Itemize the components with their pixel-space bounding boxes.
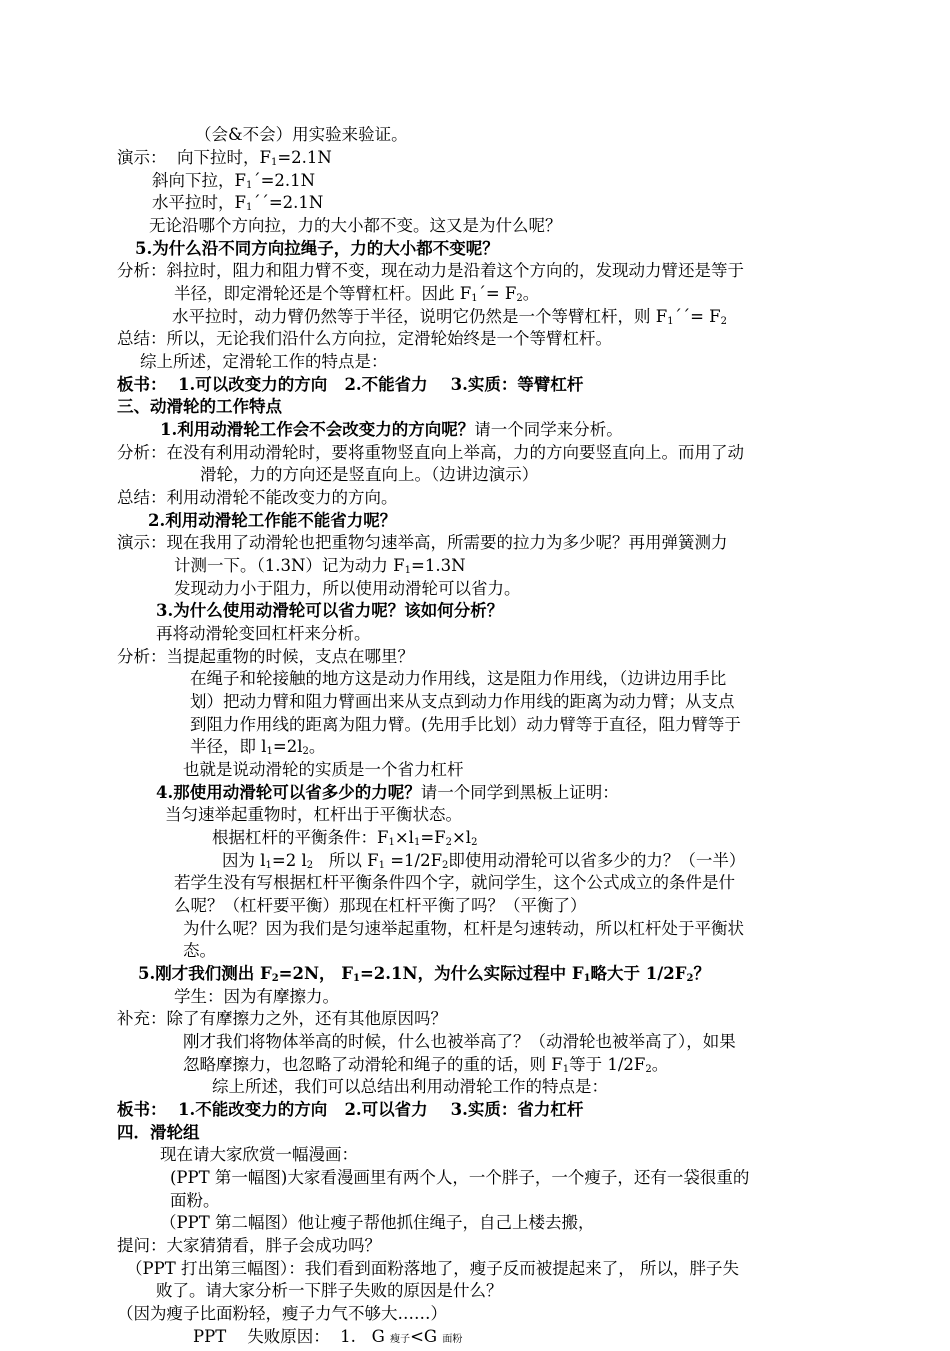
text-line: 面粉。 [170,1191,220,1210]
text-line: 水平拉时，$F_1ˊˊ=2.1N$ [152,193,324,213]
text-line: 补充：除了有摩擦力之外，还有其他原因吗？ [117,1009,447,1028]
board-summary: 板书： 1.不能改变力的方向 2.可以省力 3.实质：省力杠杆 [117,1100,584,1119]
text-line: 现在请大家欣赏一幅漫画： [160,1145,358,1164]
text-line: 划）把动力臂和阻力臂画出来从支点到动力作用线的距离为动力臂；从支点 [190,692,735,711]
text-line: 再将动滑轮变回杠杆来分析。 [156,624,371,643]
formula-line: 因为 $l_1=2$ $l_2$ 所以 $F_1 =1/2F_2$即使用动滑轮可以省多少的力？（一半） [222,851,746,871]
text-line: 水平拉时，动力臂仍然等于半径，说明它仍然是一个等臂杠杆，则 $F_1ˊˊ= F_2$ [172,307,727,327]
text-line: 半径，即定滑轮还是个等臂杠杆。因此 $F_1ˊ= F_2$。 [174,284,540,304]
text-line: （PPT 第二幅图）他让瘦子帮他抓住绳子，自己上楼去搬， [160,1213,595,1232]
formula-line: 根据杠杆的平衡条件：$F_1\times l_1=F_2\times l_2$ [212,828,478,848]
question-heading: 3.为什么使用动滑轮可以省力呢？该如何分析？ [156,601,504,620]
text-line: PPT 失败原因： 1. G 瘦子<G 面粉 [193,1327,463,1346]
text-line: 为什么呢？因为我们是匀速举起重物，杠杆是匀速转动，所以杠杆处于平衡状 [183,919,744,938]
text-line: 斜向下拉，$F_1ˊ=2.1N$ [152,171,316,191]
text-line: (PPT 第一幅图)大家看漫画里有两个人，一个胖子，一个瘦子，还有一袋很重的 [170,1168,750,1187]
section-heading: 三、动滑轮的工作特点 [117,397,282,416]
text-line: （PPT 打出第三幅图）：我们看到面粉落地了，瘦子反而被提起来了， 所以，胖子失 [126,1259,739,1278]
text-line: 滑轮，力的方向还是竖直向上。（边讲边演示） [200,465,539,484]
text-line: 也就是说动滑轮的实质是一个省力杠杆 [183,760,464,779]
text-line: 提问：大家猜猜看，胖子会成功吗？ [117,1236,381,1255]
text-line: 到阻力作用线的距离为阻力臂。(先用手比划）动力臂等于直径，阻力臂等于 [190,715,741,734]
text-line: （因为瘦子比面粉轻，瘦子力气不够大……） [117,1304,447,1323]
text-line: 综上所述，我们可以总结出利用动滑轮工作的特点是： [212,1077,608,1096]
question-heading: 2.利用动滑轮工作能不能省力呢？ [148,511,397,530]
board-summary: 板书： 1.可以改变力的方向 2.不能省力 3.实质：等臂杠杆 [117,375,584,394]
text-line: 4.那使用动滑轮可以省多少的力呢？请一个同学到黑板上证明： [156,783,619,802]
text-line: 发现动力小于阻力，所以使用动滑轮可以省力。 [174,579,521,598]
text-line: 分析：在没有利用动滑轮时，要将重物竖直向上举高，力的方向要竖直向上。而用了动 [117,443,744,462]
text-line: 态。 [183,941,216,960]
text-line: 在绳子和轮接触的地方这是动力作用线，这是阻力作用线，（边讲边用手比 [190,669,727,688]
text-line: （会&不会）用实验来验证。 [195,125,408,144]
text-line: 演示：现在我用了动滑轮也把重物匀速举高，所需要的拉力为多少呢？再用弹簧测力 [117,533,728,552]
text-line: 无论沿哪个方向拉，力的大小都不变。这又是为什么呢？ [149,216,562,235]
text-line: 学生：因为有摩擦力。 [174,987,339,1006]
text-line: 演示： 向下拉时，$F_1=2.1N$ [117,148,332,168]
text-line: 总结：利用动滑轮不能改变力的方向。 [117,488,398,507]
text-line: 总结：所以，无论我们沿什么方向拉，定滑轮始终是一个等臂杠杆。 [117,329,612,348]
text-line: 么呢？（杠杆要平衡）那现在杠杆平衡了吗？（平衡了） [174,896,587,915]
text-line: 计测一下。（1.3N）记为动力 $F_1=1.3N$ [174,556,466,576]
text-line: 分析：当提起重物的时候，支点在哪里？ [117,647,414,666]
text-line: 当匀速举起重物时，杠杆出于平衡状态。 [165,805,462,824]
text-line: 若学生没有写根据杠杆平衡条件四个字，就问学生，这个公式成立的条件是什 [174,873,735,892]
text-line: 1.利用动滑轮工作会不会改变力的方向呢？请一个同学来分析。 [160,420,623,439]
text-line: 败了。请大家分析一下胖子失败的原因是什么？ [156,1281,503,1300]
text-line: 刚才我们将物体举高的时候，什么也被举高了？（动滑轮也被举高了），如果 [183,1032,736,1051]
text-line: 半径，即 $l_1=2l_2$。 [190,737,326,757]
text-line: 综上所述，定滑轮工作的特点是： [140,352,388,371]
question-heading: 5.为什么沿不同方向拉绳子，力的大小都不变呢？ [135,239,499,258]
question-heading: 5.刚才我们测出 $F_2=2N$， $F_1=2.1N$，为什么实际过程中 $F_1$略大于 $1/2F_2$？ [138,964,710,984]
section-heading: 四．滑轮组 [117,1123,200,1142]
text-line: 忽略摩擦力，也忽略了动滑轮和绳子的重的话，则 $F_1$等于 $1/2F_2$。 [183,1055,669,1075]
text-line: 分析：斜拉时，阻力和阻力臂不变，现在动力是沿着这个方向的，发现动力臂还是等于 [117,261,744,280]
